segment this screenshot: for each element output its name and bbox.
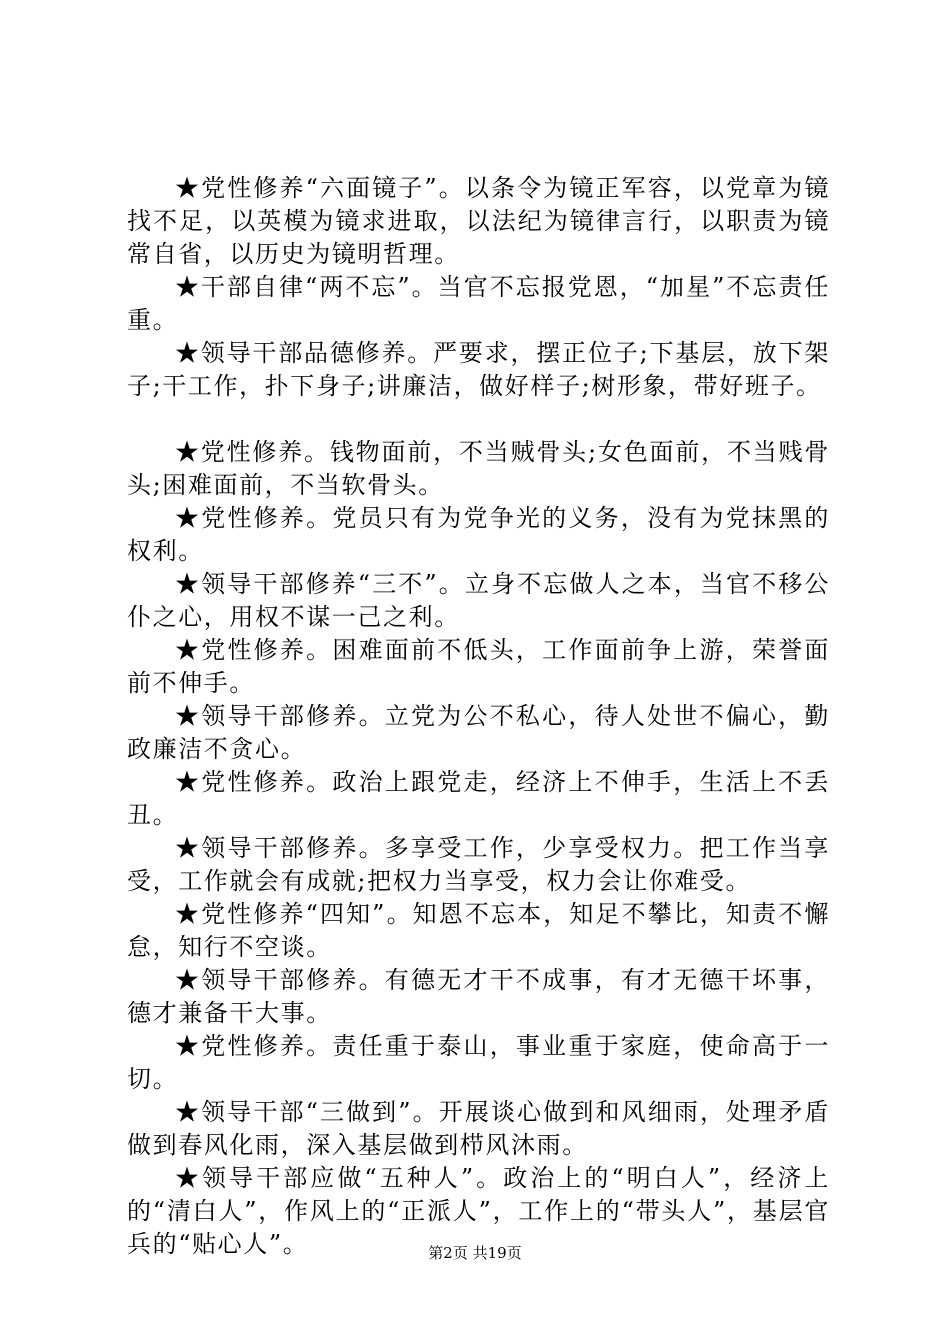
paragraph-virtue-talent: ★领导干部修养。有德无才干不成事，有才无德干坏事，德才兼备干大事。 — [127, 966, 830, 1027]
paragraph-mirrors: ★党性修养“六面镜子”。以条令为镜正军容，以党章为镜找不足，以英模为镜求进取，以法纪为镜律言行，以职责为镜常自省，以历史为镜明哲理。 — [127, 174, 830, 268]
paragraph-enjoy-work: ★领导干部修养。多享受工作，少享受权力。把工作当享受，工作就会有成就;把权力当享受，权力会让你难受。 — [127, 834, 830, 895]
paragraph-five-people: ★领导干部应做“五种人”。政治上的“明白人”，经济上的“清白人”，作风上的“正派人”，工作上的“带头人”，基层官兵的“贴心人”。 — [127, 1164, 830, 1258]
page-footer — [0, 1243, 950, 1263]
paragraph-follow-party: ★党性修养。政治上跟党走，经济上不伸手，生活上不丢丑。 — [127, 768, 830, 829]
document-body — [127, 172, 830, 1261]
paragraph-four-knows: ★党性修养“四知”。知恩不忘本，知足不攀比，知责不懈怠，知行不空谈。 — [127, 900, 830, 961]
paragraph-moral-cultivation: ★领导干部品德修养。严要求，摆正位子;下基层，放下架子;干工作，扑下身子;讲廉洁，做好样子;树形象，带好班子。 — [127, 339, 830, 400]
paragraph-three-hearts: ★领导干部修养。立党为公不私心，待人处世不偏心，勤政廉洁不贪心。 — [127, 702, 830, 763]
paragraph-three-bones: ★党性修养。钱物面前，不当贼骨头;女色面前，不当贱骨头;困难面前，不当软骨头。 — [127, 438, 830, 499]
paragraph-two-not-forget: ★干部自律“两不忘”。当官不忘报党恩，“加星”不忘责任重。 — [127, 273, 830, 334]
paragraph-three-achieve: ★领导干部“三做到”。开展谈心做到和风细雨，处理矛盾做到春风化雨，深入基层做到栉风沐雨。 — [127, 1098, 830, 1159]
paragraph-three-nots: ★领导干部修养“三不”。立身不忘做人之本，当官不移公仆之心，用权不谋一己之利。 — [127, 570, 830, 631]
paragraph-responsibility: ★党性修养。责任重于泰山，事业重于家庭，使命高于一切。 — [127, 1032, 830, 1093]
paragraph-difficulty-honor: ★党性修养。困难面前不低头，工作面前争上游，荣誉面前不伸手。 — [127, 636, 830, 697]
page-number-label: 第2页 共19页 — [428, 1244, 522, 1262]
paragraph-duty-rights: ★党性修养。党员只有为党争光的义务，没有为党抹黑的权利。 — [127, 504, 830, 565]
